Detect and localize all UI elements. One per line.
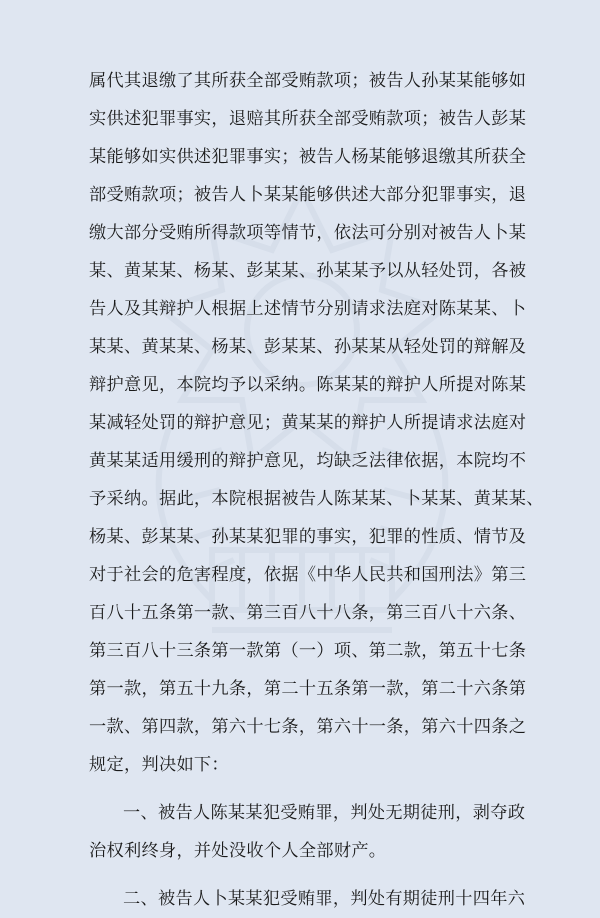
- text-line: 部受贿款项；被告人卜某某能够供述大部分犯罪事实，退: [89, 185, 527, 205]
- text-line: 告人及其辩护人根据上述情节分别请求法庭对陈某某、卜: [89, 299, 527, 319]
- text-line: 杨某、彭某某、孙某某犯罪的事实，犯罪的性质、情节及: [89, 527, 527, 547]
- text-line: 第三百八十三条第一款第（一）项、第二款，第五十七条: [89, 641, 527, 661]
- text-line: 百八十五条第一款、第三百八十八条，第三百八十六条、: [89, 603, 527, 623]
- text-line: 某、黄某某、杨某、彭某某、孙某某予以从轻处罚，各被: [89, 261, 527, 281]
- text-line: 第一款，第五十九条，第二十五条第一款，第二十六条第: [89, 679, 527, 699]
- text-line: 对于社会的危害程度，依据《中华人民共和国刑法》第三: [89, 565, 527, 585]
- verdict-item-1-continued: 治权利终身，并处没收个人全部财产。: [89, 841, 387, 861]
- text-line: 属代其退缴了其所获全部受贿款项；被告人孙某某能够如: [89, 71, 527, 91]
- text-line: 某减轻处罚的辩护意见；黄某某的辩护人所提请求法庭对: [89, 413, 527, 433]
- judgment-text: [89, 62, 544, 918]
- text-line: 予采纳。据此，本院根据被告人陈某某、卜某某、黄某某、: [89, 489, 544, 509]
- text-line: 某能够如实供述犯罪事实；被告人杨某能够退缴其所获全: [89, 147, 527, 167]
- text-line: 一款、第四款，第六十七条，第六十一条，第六十四条之: [89, 717, 527, 737]
- text-line: 黄某某适用缓刑的辩护意见，均缺乏法律依据，本院均不: [89, 451, 527, 471]
- text-line: 缴大部分受贿所得款项等情节，依法可分别对被告人卜某: [89, 223, 527, 243]
- verdict-item-2: 二、被告人卜某某犯受贿罪，判处有期徒刑十四年六: [123, 889, 526, 909]
- verdict-item-1: 一、被告人陈某某犯受贿罪，判处无期徒刑，剥夺政: [123, 803, 526, 823]
- text-line: 辩护意见，本院均予以采纳。陈某某的辩护人所提对陈某: [89, 375, 527, 395]
- text-line: 规定，判决如下：: [89, 755, 229, 775]
- text-line: 实供述犯罪事实，退赔其所获全部受贿款项；被告人彭某: [89, 109, 527, 129]
- text-line: 某某、黄某某、杨某、彭某某、孙某某从轻处罚的辩解及: [89, 337, 527, 357]
